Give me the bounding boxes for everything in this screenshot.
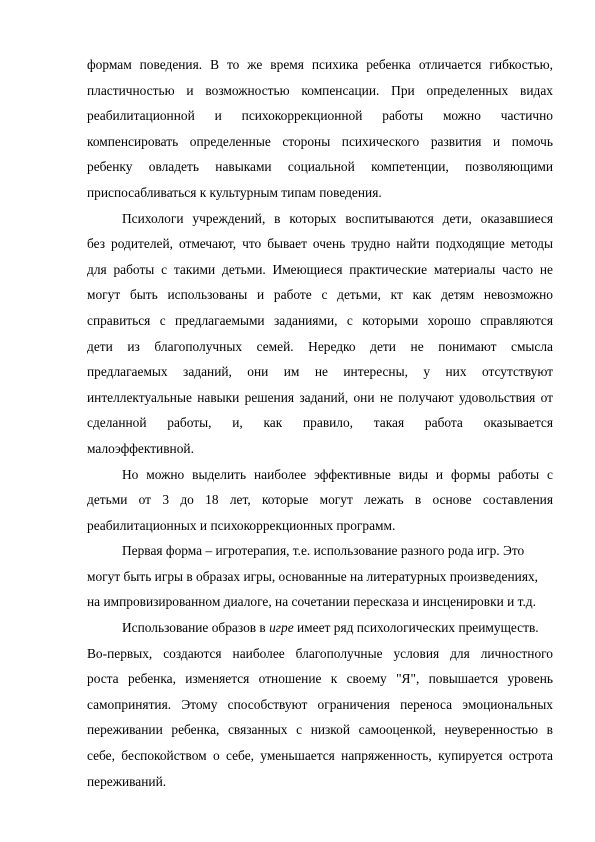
text-line: Во-первых, создаются наиболее благополучные условия для личностного bbox=[87, 645, 553, 661]
italic-word: игре bbox=[269, 620, 294, 636]
text-line: роста ребенка, изменяется отношение к своему "Я", повышается уровень bbox=[87, 671, 553, 687]
text-run: имеет ряд психологических преимуществ. bbox=[293, 620, 539, 636]
text-line: предлагаемых заданий, они им не интересны, у них отсутствуют bbox=[87, 364, 553, 380]
text-line: компенсировать определенные стороны психического развития и помочь bbox=[87, 133, 553, 149]
paragraph-1 bbox=[87, 52, 553, 206]
text-line bbox=[87, 615, 553, 641]
text-run: Использование образов в bbox=[122, 620, 270, 636]
text-line: самопринятия. Этому способствуют ограничения переноса эмоциональных bbox=[87, 696, 553, 712]
text-line: могут быть использованы и работе с детьми, кт как детям невозможно bbox=[87, 287, 553, 303]
text-line: приспосабливаться к культурным типам поведения. bbox=[87, 184, 382, 200]
text-line: для работы с такими детьми. Имеющиеся практические материалы часто не bbox=[87, 261, 553, 277]
text-line: детьми от 3 до 18 лет, которые могут лежать в основе составления bbox=[87, 492, 553, 508]
text-line: справиться с предлагаемыми заданиями, с которыми хорошо справляются bbox=[87, 312, 553, 328]
text-line: малоэффективной. bbox=[87, 440, 194, 456]
text-line: пластичностью и возможностью компенсации. При определенных видах bbox=[87, 82, 553, 98]
paragraph-2 bbox=[87, 206, 553, 462]
text-line: переживаний. bbox=[87, 773, 167, 789]
text-line: дети из благополучных семей. Нередко дети не понимают смысла bbox=[87, 338, 553, 354]
text-line: реабилитационной и психокоррекционной работы можно частично bbox=[87, 108, 553, 124]
text-line: Психологи учреждений, в которых воспитываются дети, оказавшиеся bbox=[122, 210, 553, 226]
text-line: переживании ребенка, связанных с низкой самооценкой, неуверенностью в bbox=[87, 722, 553, 738]
text-line: без родителей, отмечают, что бывает очень трудно найти подходящие методы bbox=[87, 236, 553, 252]
text-line: формам поведения. В то же время психика ребенка отличается гибкостью, bbox=[87, 57, 553, 72]
document-body bbox=[87, 52, 553, 794]
text-line: Первая форма – игротерапия, т.е. использование разного рода игр. Это bbox=[122, 543, 525, 559]
text-line: могут быть игры в образах игры, основанные на литературных произведениях, bbox=[87, 568, 539, 584]
paragraph-4 bbox=[87, 538, 553, 615]
text-line: реабилитационных и психокоррекционных программ. bbox=[87, 517, 396, 533]
paragraph-3 bbox=[87, 462, 553, 539]
text-line: ребенку овладеть навыками социальной компетенции, позволяющими bbox=[87, 159, 553, 175]
paragraph-5 bbox=[87, 615, 553, 794]
text-line: на импровизированном диалоге, на сочетании пересказа и инсценировки и т.д. bbox=[87, 594, 536, 610]
text-line: интеллектуальные навыки решения заданий, они не получают удовольствия от bbox=[87, 389, 553, 405]
text-line: сделанной работы, и, как правило, такая работа оказывается bbox=[87, 415, 553, 431]
text-line: Но можно выделить наиболее эффективные виды и формы работы с bbox=[122, 466, 553, 482]
text-line: себе, беспокойством о себе, уменьшается напряженность, купируется острота bbox=[87, 748, 553, 764]
